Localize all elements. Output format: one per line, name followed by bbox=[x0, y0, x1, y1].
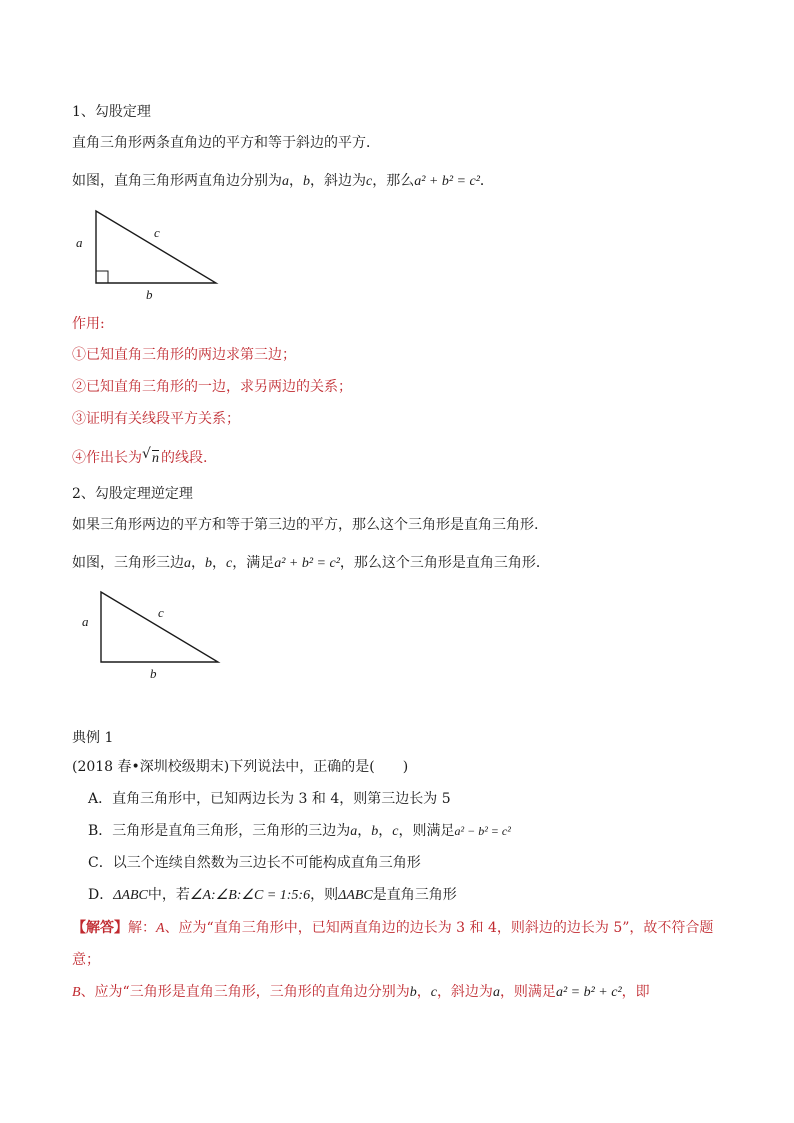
var-c: c bbox=[226, 556, 233, 571]
hyp-text: ，斜边为 bbox=[310, 173, 366, 189]
conclusion-text: ，那么这个三角形是直角三角形． bbox=[339, 555, 550, 571]
item4-suffix: 的线段. bbox=[161, 450, 208, 466]
option-c: C．以三个连续自然数为三边长不可能构成直角三角形 bbox=[88, 855, 421, 871]
triangle-figure-2 bbox=[74, 586, 234, 686]
label-c: c bbox=[154, 225, 160, 240]
sqrt-radicand: n bbox=[152, 451, 159, 466]
sep: ， bbox=[416, 984, 431, 1000]
pythagorean-formula: a² + b² = c² bbox=[414, 174, 480, 189]
period: ． bbox=[479, 173, 494, 189]
option-d bbox=[88, 885, 457, 906]
var-a: a bbox=[282, 174, 289, 189]
sep: ， bbox=[212, 555, 226, 571]
answer-line-1 bbox=[72, 918, 713, 939]
sep: ， bbox=[378, 823, 393, 839]
answer-line3-text-c: ，则满足 bbox=[499, 984, 556, 1000]
answer-formula: a² = b² + c² bbox=[555, 985, 622, 1000]
section2-figure-intro bbox=[72, 553, 550, 574]
answer-line-2: 意； bbox=[72, 952, 100, 968]
comma: ， bbox=[289, 173, 303, 189]
intro-text: 如图，三角形三边 bbox=[72, 555, 184, 571]
example-title: 典例 1 bbox=[72, 730, 114, 746]
answer-line3-text-a: 、应为“三角形是直角三角形，三角形的直角边分别为 bbox=[80, 984, 410, 1000]
label-b: b bbox=[146, 287, 153, 302]
section1-statement: 直角三角形两条直角边的平方和等于斜边的平方． bbox=[72, 135, 380, 151]
triangle-abc: ΔABC bbox=[338, 888, 373, 903]
answer-line-3 bbox=[72, 982, 650, 1003]
var-a: a bbox=[184, 556, 191, 571]
answer-heading: 【解答】 bbox=[72, 920, 128, 936]
label-c: c bbox=[158, 605, 164, 620]
usage-item-2: ②已知直角三角形的一边，求另两边的关系； bbox=[72, 379, 352, 395]
usage-item-3: ③证明有关线段平方关系； bbox=[72, 411, 240, 427]
label-a: a bbox=[76, 235, 83, 250]
satisfy-text: ，满足 bbox=[232, 555, 275, 571]
sqrt-icon: √ bbox=[142, 446, 151, 462]
sqrt-expression bbox=[142, 448, 159, 469]
var-c: c bbox=[430, 985, 437, 1000]
answer-var-b: B bbox=[72, 985, 81, 1000]
option-b-formula: a² − b² = c² bbox=[454, 824, 511, 838]
section2-title: 2、勾股定理逆定理 bbox=[72, 486, 193, 502]
answer-line3-text-d: ，即 bbox=[621, 984, 650, 1000]
var-a: a bbox=[350, 824, 358, 839]
angle-ratio: ∠A:∠B:∠C = 1:5:6 bbox=[189, 888, 311, 903]
item4-prefix: ④作出长为 bbox=[72, 450, 142, 466]
answer-var-a: A bbox=[156, 921, 165, 936]
option-d-mid2: ，则 bbox=[310, 887, 339, 903]
right-angle-mark bbox=[96, 271, 108, 283]
option-a: A．直角三角形中，已知两边长为 3 和 4，则第三边长为 5 bbox=[88, 791, 451, 807]
var-c: c bbox=[366, 174, 373, 189]
example-question: (2018 春•深圳校级期末)下列说法中，正确的是( ) bbox=[72, 759, 409, 775]
triangle-shape bbox=[101, 592, 218, 662]
usage-item-4 bbox=[72, 448, 207, 469]
triangle-shape bbox=[96, 211, 216, 283]
usage-title: 作用: bbox=[72, 316, 105, 332]
section2-statement: 如果三角形两边的平方和等于第三边的平方，那么这个三角形是直角三角形. bbox=[72, 517, 539, 533]
option-d-prefix: D． bbox=[88, 887, 114, 903]
section1-title: 1、勾股定理 bbox=[72, 104, 151, 120]
label-b: b bbox=[150, 666, 157, 681]
var-b: b bbox=[205, 556, 212, 571]
triangle-abc: ΔABC bbox=[113, 888, 148, 903]
option-d-suffix: 是直角三角形 bbox=[372, 887, 457, 903]
pythagorean-formula: a² + b² = c² bbox=[274, 556, 340, 571]
then-text: ，那么 bbox=[372, 173, 415, 189]
right-triangle-figure-1 bbox=[70, 205, 230, 305]
answer-line3-text-b: ，斜边为 bbox=[436, 984, 493, 1000]
sep: ， bbox=[191, 555, 205, 571]
option-b-prefix: B．三角形是直角三角形，三角形的三边为 bbox=[88, 823, 351, 839]
var-b: b bbox=[409, 985, 417, 1000]
option-b bbox=[88, 821, 511, 842]
option-b-mid: ，则满足 bbox=[398, 823, 455, 839]
option-d-mid: 中，若 bbox=[147, 887, 190, 903]
intro-text: 如图，直角三角形两直角边分别为 bbox=[72, 173, 282, 189]
answer-line1-text: 、应为“直角三角形中，已知两直角边的边长为 3 和 4，则斜边的边长为 5”，故不符合题 bbox=[164, 920, 714, 936]
var-a: a bbox=[492, 985, 500, 1000]
section1-figure-intro bbox=[72, 171, 494, 192]
answer-label: 解： bbox=[128, 920, 156, 936]
var-c: c bbox=[392, 824, 399, 839]
sep: ， bbox=[357, 823, 372, 839]
label-a: a bbox=[82, 614, 89, 629]
var-b: b bbox=[371, 824, 379, 839]
var-b: b bbox=[303, 174, 310, 189]
usage-item-1: ①已知直角三角形的两边求第三边； bbox=[72, 347, 296, 363]
